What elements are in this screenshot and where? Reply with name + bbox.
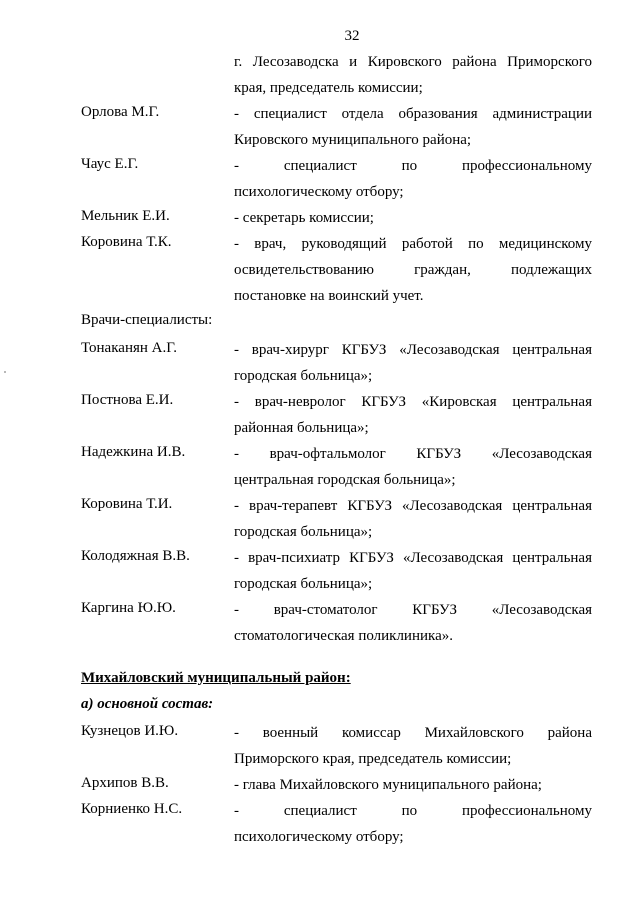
section-heading: Михайловский муниципальный район: [81, 670, 351, 686]
role-line: городская больница»; [234, 368, 373, 384]
role-line: - специалист по профессиональному [234, 158, 592, 174]
member-name: Колодяжная В.В. [81, 548, 190, 564]
role-line: постановке на воинский учет. [234, 288, 424, 304]
intro-line: края, председатель комиссии; [234, 80, 423, 96]
member-role [234, 231, 592, 309]
role-line: - врач-стоматолог КГБУЗ «Лесозаводская [234, 602, 592, 618]
member-role [234, 101, 592, 153]
role-line: - врач-терапевт КГБУЗ «Лесозаводская центральная [234, 498, 592, 514]
role-line: районная больница»; [234, 420, 369, 436]
role-line: городская больница»; [234, 524, 373, 540]
role-line: - специалист отдела образования администрации [234, 106, 592, 122]
member-name: Надежкина И.В. [81, 444, 186, 460]
member-role [234, 597, 592, 649]
role-line: Приморского края, председатель комиссии; [234, 751, 512, 767]
member-role [234, 493, 592, 545]
member-name: Мельник Е.И. [81, 208, 170, 224]
role-line: - военный комиссар Михайловского района [234, 725, 592, 741]
specialists-label: Врачи-специалисты: [81, 312, 213, 328]
role-line: стоматологическая поликлиника». [234, 628, 453, 644]
section-subheading: а) основной состав: [81, 696, 214, 712]
member-role [234, 389, 592, 441]
member-role [234, 772, 592, 798]
member-name: Архипов В.В. [81, 775, 169, 791]
role-line: - врач-офтальмолог КГБУЗ «Лесозаводская [234, 446, 592, 462]
role-line: - врач-психиатр КГБУЗ «Лесозаводская центральная [234, 550, 592, 566]
intro-text [234, 49, 592, 101]
role-line: - врач, руководящий работой по медицинскому [234, 236, 592, 252]
member-name: Корниенко Н.С. [81, 801, 183, 817]
role-line: центральная городская больница»; [234, 472, 456, 488]
member-name: Орлова М.Г. [81, 104, 160, 120]
role-line: психологическому отбору; [234, 829, 404, 845]
role-line: - врач-хирург КГБУЗ «Лесозаводская центральная [234, 342, 592, 358]
member-name: Коровина Т.И. [81, 496, 173, 512]
member-role [234, 441, 592, 493]
role-line: - глава Михайловского муниципального района; [234, 777, 542, 793]
role-line: Кировского муниципального района; [234, 132, 472, 148]
intro-line: г. Лесозаводска и Кировского района Приморского [234, 54, 592, 70]
member-role [234, 720, 592, 772]
role-line: освидетельствованию граждан, подлежащих [234, 262, 592, 278]
role-line: психологическому отбору; [234, 184, 404, 200]
member-role [234, 153, 592, 205]
member-name: Чаус Е.Г. [81, 156, 139, 172]
role-line: городская больница»; [234, 576, 373, 592]
member-name: Тонаканян А.Г. [81, 340, 177, 356]
role-line: - секретарь комиссии; [234, 210, 374, 226]
member-name: Коровина Т.К. [81, 234, 172, 250]
member-name: Каргина Ю.Ю. [81, 600, 176, 616]
member-role [234, 205, 592, 231]
member-role [234, 545, 592, 597]
member-name: Постнова Е.И. [81, 392, 174, 408]
page-number: 32 [344, 28, 360, 44]
role-line: - специалист по профессиональному [234, 803, 592, 819]
role-line: - врач-невролог КГБУЗ «Кировская центральная [234, 394, 592, 410]
scan-speck [4, 371, 6, 373]
member-role [234, 798, 592, 850]
member-name: Кузнецов И.Ю. [81, 723, 179, 739]
member-role [234, 337, 592, 389]
